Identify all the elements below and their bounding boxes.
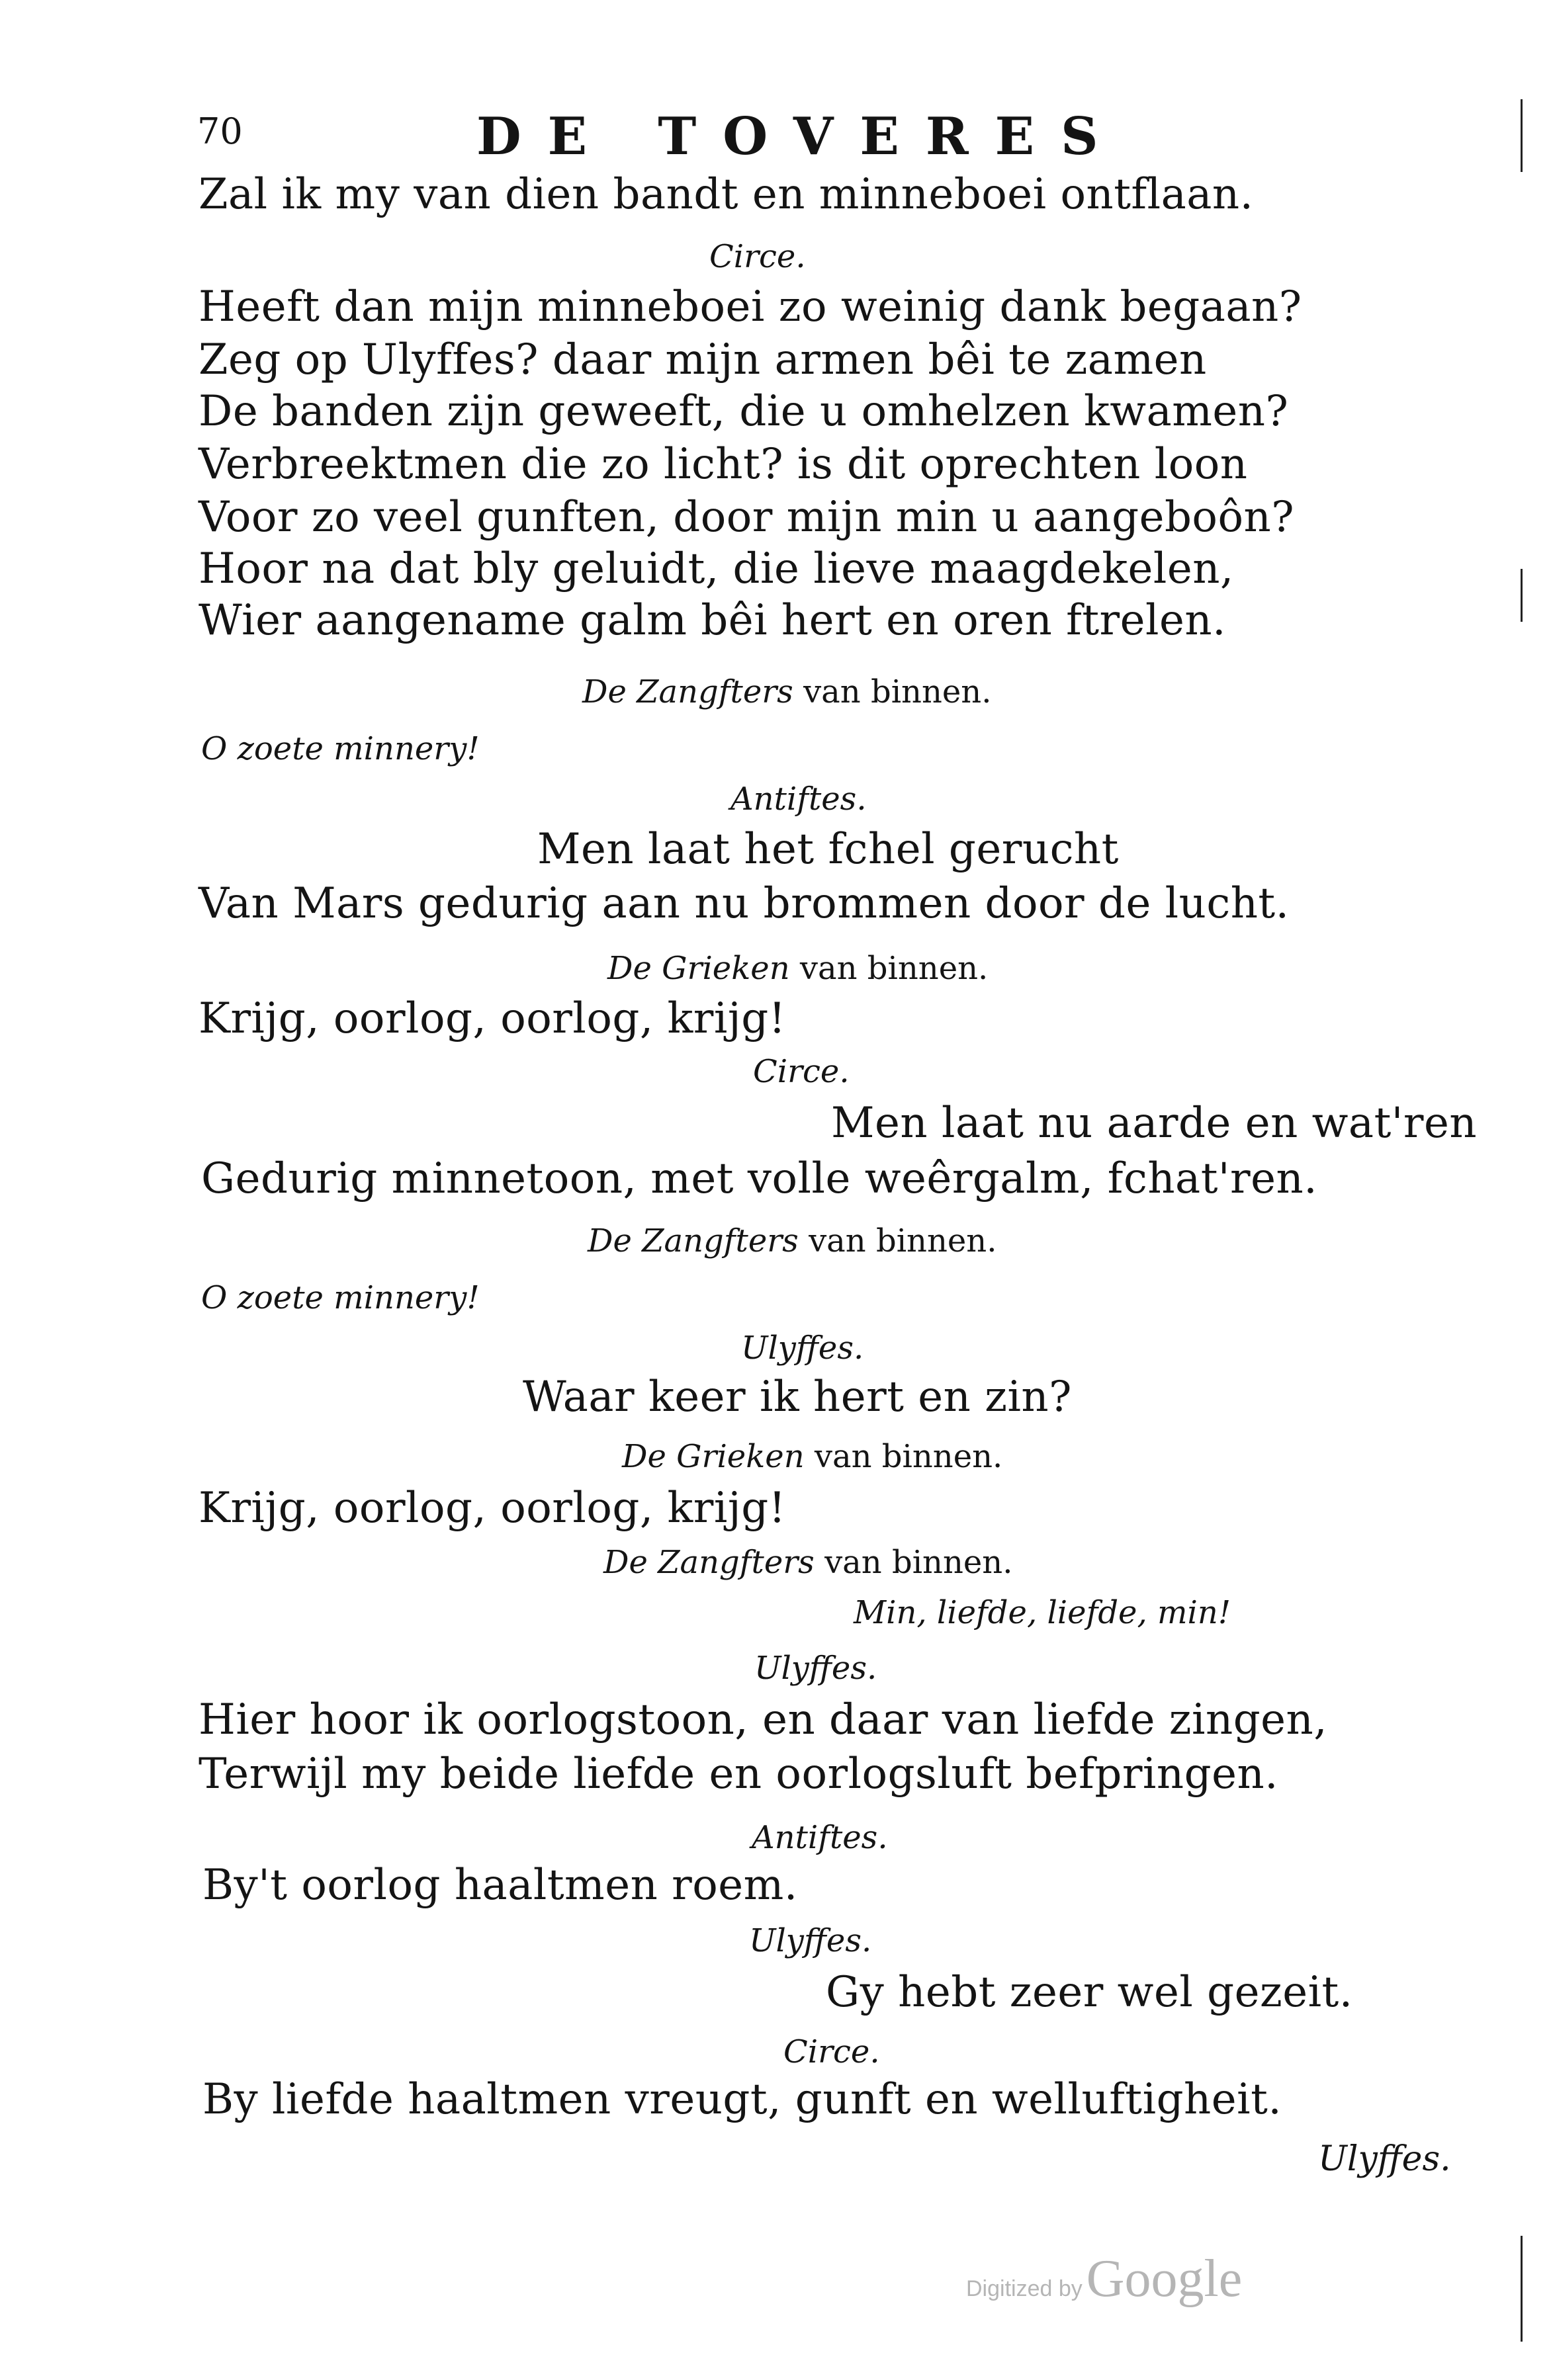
verse-line: Heeft dan mijn minneboei zo weinig dank begaan? — [199, 282, 1302, 331]
verse-line: Waar keer ik hert en zin? — [523, 1373, 1072, 1422]
page-number: 70 — [197, 110, 243, 152]
verse-line: Zal ik my van dien bandt en minneboei ontflaan. — [199, 170, 1254, 219]
speaker-label — [582, 673, 992, 710]
verse-line: Gy hebt zeer wel gezeit. — [826, 1968, 1353, 2017]
verse-line: Van Mars gedurig aan nu brommen door de lucht. — [199, 879, 1290, 928]
speaker-label: Ulyffes. — [741, 1330, 864, 1367]
speaker-label: Circe. — [709, 238, 806, 275]
verse-line: De banden zijn geweeft, die u omhelzen kwamen? — [199, 387, 1289, 436]
verse-line: Wier aangename galm bêi hert en oren ftrelen. — [199, 596, 1226, 645]
catchword: Ulyffes. — [1318, 2139, 1451, 2179]
watermark-prefix: Digitized by — [966, 2276, 1083, 2301]
speaker-label: Ulyffes. — [754, 1650, 877, 1687]
verse-line: Zeg op Ulyffes? daar mijn armen bêi te zamen — [199, 335, 1207, 384]
speaker-name: De Zangfters — [582, 673, 793, 710]
speaker-label — [607, 950, 989, 987]
speaker-label — [603, 1544, 1013, 1581]
verse-line: Men laat nu aarde en wat'ren — [831, 1099, 1478, 1148]
verse-line: By liefde haaltmen vreugt, gunft en welluftigheit. — [202, 2075, 1282, 2124]
stage-direction: van binnen. — [824, 1544, 1013, 1581]
stage-direction: van binnen. — [803, 673, 992, 710]
verse-line: Hier hoor ik oorlogstoon, en daar van liefde zingen, — [199, 1695, 1328, 1744]
verse-line: Verbreektmen die zo licht? is dit oprechten loon — [199, 440, 1248, 489]
verse-line: By't oorlog haaltmen roem. — [202, 1861, 798, 1910]
verse-line: Voor zo veel gunften, door mijn min u aangeboôn? — [199, 493, 1294, 542]
scan-edge-mark — [1521, 99, 1523, 172]
verse-line: Men laat het fchel gerucht — [537, 825, 1119, 874]
speaker-label: Circe. — [753, 1053, 850, 1090]
verse-line: Krijg, oorlog, oorlog, krijg! — [199, 994, 786, 1043]
scan-edge-mark — [1521, 569, 1523, 622]
speaker-name: De Zangfters — [603, 1544, 815, 1581]
stage-direction: van binnen. — [809, 1222, 997, 1259]
sung-line: Min, liefde, liefde, min! — [854, 1594, 1231, 1631]
speaker-label — [622, 1438, 1003, 1475]
speaker-label — [588, 1222, 997, 1259]
speaker-label: Circe. — [783, 2033, 880, 2070]
speaker-name: De Grieken — [622, 1438, 805, 1475]
speaker-label: Antiftes. — [731, 781, 867, 818]
speaker-label: Ulyffes. — [749, 1922, 872, 1959]
verse-line: Krijg, oorlog, oorlog, krijg! — [199, 1484, 786, 1533]
verse-line: Hoor na dat bly geluidt, die lieve maagdekelen, — [199, 544, 1234, 593]
google-logo: Google — [1086, 2250, 1243, 2308]
sung-line: O zoete minnery! — [201, 1279, 480, 1316]
verse-line: Gedurig minnetoon, met volle weêrgalm, fchat'ren. — [201, 1154, 1318, 1203]
speaker-name: De Zangfters — [588, 1222, 799, 1259]
stage-direction: van binnen. — [799, 950, 989, 987]
scan-edge-mark — [1521, 2236, 1523, 2342]
stage-direction: van binnen. — [814, 1438, 1003, 1475]
sung-line: O zoete minnery! — [201, 730, 480, 767]
running-title: DE TOVERES — [476, 106, 1125, 167]
speaker-label: Antiftes. — [752, 1819, 888, 1856]
verse-line: Terwijl my beide liefde en oorlogsluft befpringen. — [199, 1750, 1278, 1799]
digitization-watermark — [966, 2249, 1242, 2309]
speaker-name: De Grieken — [607, 950, 790, 987]
